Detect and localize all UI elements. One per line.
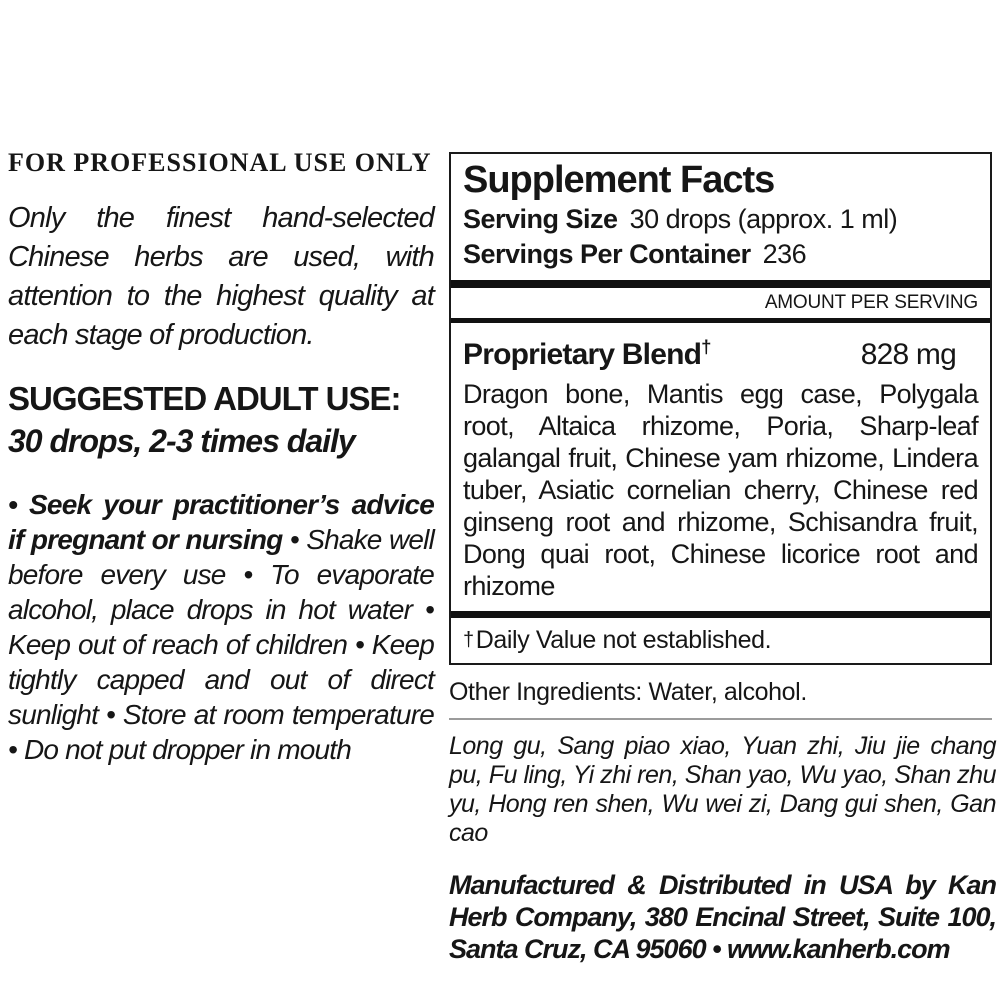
advisory-rest-text: • Shake well before every use • To evaporate alcohol, place drops in hot water • Keep out of reach of children • Keep tightly capped and out of direct sunlight • Store at room temperature • Do not put dropper in mouth — [8, 524, 434, 765]
proprietary-blend-amount: 828 mg — [860, 338, 956, 371]
professional-use-heading: FOR PROFESSIONAL USE ONLY — [8, 148, 432, 177]
serving-size-row — [463, 202, 978, 237]
serving-size-label: Serving Size — [463, 204, 618, 234]
proprietary-blend-label: Proprietary Blend — [463, 338, 702, 371]
footnote-dagger-symbol: † — [463, 629, 474, 651]
amount-per-serving-header: AMOUNT PER SERVING — [764, 292, 978, 313]
advisory-text — [8, 487, 434, 767]
daily-value-footnote — [463, 625, 978, 655]
thick-rule-middle — [451, 318, 990, 323]
left-column — [8, 148, 434, 767]
quality-statement: Only the finest hand-selected Chinese herbs are used, with attention to the highest quality at each stage of production. — [8, 202, 434, 351]
footnote-text: Daily Value not established. — [475, 626, 772, 654]
other-ingredients-text: Other Ingredients: Water, alcohol. — [449, 678, 807, 706]
supplement-facts-title: Supplement Facts — [463, 159, 775, 201]
right-column — [449, 152, 996, 965]
serving-size-value: 30 drops (approx. 1 ml) — [629, 204, 898, 234]
suggested-use-dose: 30 drops, 2-3 times daily — [8, 423, 355, 459]
manufacturer-info: Manufactured & Distributed in USA by Kan Herb Company, 380 Encinal Street, Suite 100, Santa Cruz, CA 95060 • www.kanherb.com — [449, 870, 996, 964]
pinyin-herb-names: Long gu, Sang piao xiao, Yuan zhi, Jiu jie chang pu, Fu ling, Yi zhi ren, Shan yao, Wu yao, Shan zhu yu, Hong ren shen, Wu wei zi, Dang gui shen, Gan cao — [449, 732, 996, 847]
blend-dagger-symbol: † — [701, 336, 711, 357]
servings-per-container-value: 236 — [762, 239, 807, 269]
thick-rule-bottom — [451, 611, 990, 618]
blend-ingredients-list: Dragon bone, Mantis egg case, Polygala root, Altaica rhizome, Poria, Sharp-leaf galangal fruit, Chinese yam rhizome, Lindera tuber, Asiatic cornelian cherry, Chinese red ginseng root and rhizome, Schisandra fruit, Dong quai root, Chinese licorice root and rhizome — [463, 379, 978, 601]
servings-per-container-label: Servings Per Container — [463, 239, 751, 269]
suggested-use-title: SUGGESTED ADULT USE: — [8, 380, 401, 417]
gray-divider-line — [449, 718, 992, 720]
thick-rule-top — [451, 280, 990, 288]
advisory-emphasis-text: • Seek your practitioner’s advice if pregnant or nursing — [8, 489, 434, 555]
supplement-facts-panel — [449, 152, 992, 665]
proprietary-blend-row — [463, 329, 978, 373]
servings-per-container-row — [463, 237, 978, 272]
proprietary-blend-name — [463, 329, 711, 373]
